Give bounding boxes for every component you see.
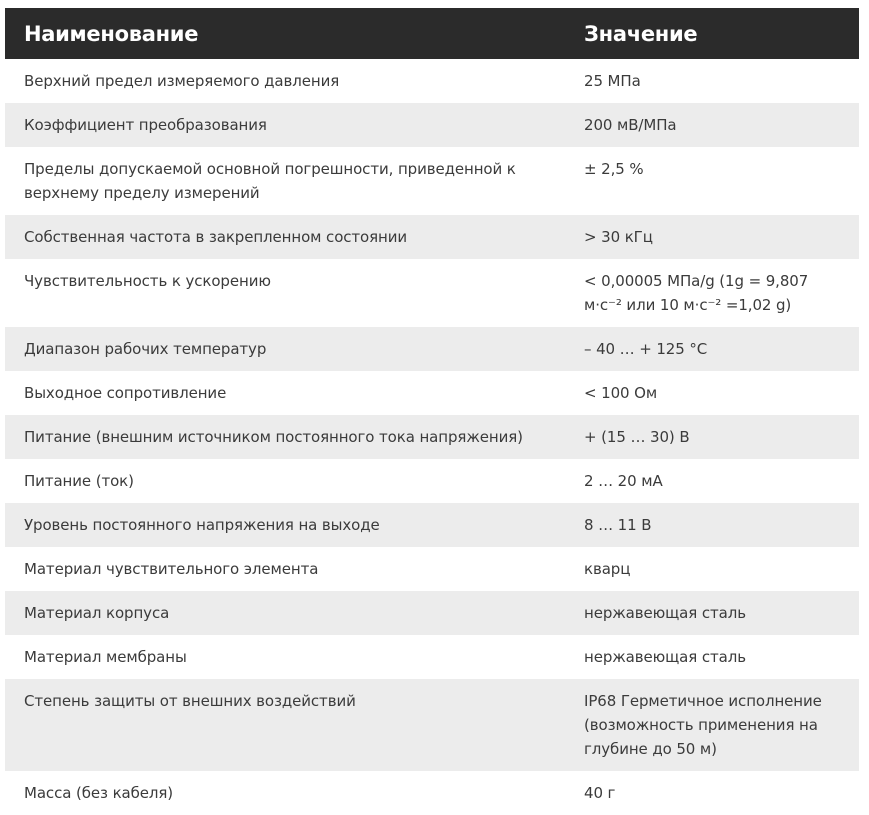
table-row	[5, 547, 859, 591]
row-value: 2 … 20 мА	[565, 459, 859, 503]
row-name: Коэффициент преобразования	[5, 103, 565, 147]
specs-table-container	[5, 8, 859, 815]
row-value: ± 2,5 %	[565, 147, 859, 215]
table-body	[5, 59, 859, 815]
table-row	[5, 679, 859, 771]
specs-table	[5, 8, 859, 815]
row-name: Чувствительность к ускорению	[5, 259, 565, 327]
table-row	[5, 415, 859, 459]
table-row	[5, 147, 859, 215]
table-row	[5, 771, 859, 815]
header-row	[5, 8, 859, 59]
row-name: Питание (внешним источником постоянного тока напряжения)	[5, 415, 565, 459]
row-value: – 40 … + 125 °C	[565, 327, 859, 371]
table-row	[5, 327, 859, 371]
row-name: Выходное сопротивление	[5, 371, 565, 415]
row-name: Материал корпуса	[5, 591, 565, 635]
row-name: Степень защиты от внешних воздействий	[5, 679, 565, 771]
header-name: Наименование	[5, 8, 565, 59]
row-value: нержавеющая сталь	[565, 591, 859, 635]
row-name: Диапазон рабочих температур	[5, 327, 565, 371]
header-value: Значение	[565, 8, 859, 59]
row-value: < 0,00005 МПа/g (1g = 9,807 м·с⁻² или 10 м·с⁻² =1,02 g)	[565, 259, 859, 327]
row-value: < 100 Ом	[565, 371, 859, 415]
row-name: Материал чувствительного элемента	[5, 547, 565, 591]
table-header	[5, 8, 859, 59]
table-row	[5, 103, 859, 147]
table-row	[5, 215, 859, 259]
row-name: Материал мембраны	[5, 635, 565, 679]
row-value: > 30 кГц	[565, 215, 859, 259]
row-name: Уровень постоянного напряжения на выходе	[5, 503, 565, 547]
row-name: Собственная частота в закрепленном состоянии	[5, 215, 565, 259]
table-row	[5, 635, 859, 679]
row-name: Верхний предел измеряемого давления	[5, 59, 565, 103]
row-name: Пределы допускаемой основной погрешности, приведенной к верхнему пределу измерений	[5, 147, 565, 215]
table-row	[5, 259, 859, 327]
row-value: 25 МПа	[565, 59, 859, 103]
table-row	[5, 503, 859, 547]
row-value: 200 мВ/МПа	[565, 103, 859, 147]
row-name: Масса (без кабеля)	[5, 771, 565, 815]
table-row	[5, 371, 859, 415]
row-value: 40 г	[565, 771, 859, 815]
table-row	[5, 591, 859, 635]
table-row	[5, 459, 859, 503]
row-value: нержавеющая сталь	[565, 635, 859, 679]
row-value: кварц	[565, 547, 859, 591]
row-value: + (15 … 30) В	[565, 415, 859, 459]
row-value: 8 … 11 В	[565, 503, 859, 547]
row-value: IP68 Герметичное исполнение (возможность применения на глубине до 50 м)	[565, 679, 859, 771]
row-name: Питание (ток)	[5, 459, 565, 503]
table-row	[5, 59, 859, 103]
